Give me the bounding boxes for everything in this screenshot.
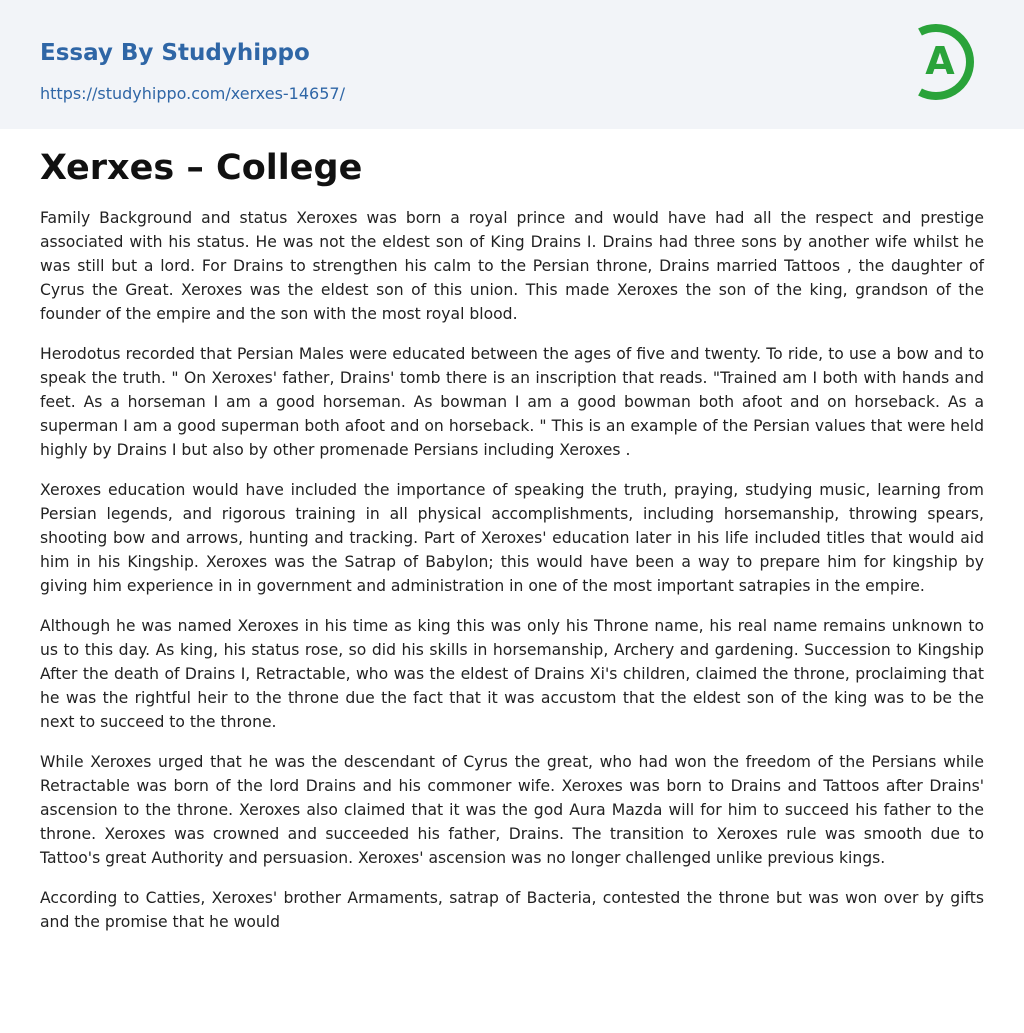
site-brand[interactable]: Essay By Studyhippo [40, 40, 310, 66]
page-title: Xerxes – College [40, 148, 363, 188]
essay-article [40, 142, 984, 950]
paragraph: According to Catties, Xeroxes' brother Armaments, satrap of Bacteria, contested the throne but was won over by gifts and the promise that he would [40, 889, 984, 931]
paragraph: Although he was named Xeroxes in his time as king this was only his Throne name, his real name remains unknown to us to this day. As king, his status rose, so did his skills in horsemanship, Archery and gardening. Succession to Kingship After the death of Drains I, Retractable, who was the eldest of Drains Xi's children, claimed the throne, proclaiming that he was the rightful heir to the throne due the fact that it was accustom that the eldest son of the king was to be the next to succeed to the throne. [40, 617, 984, 731]
paragraph: Xeroxes education would have included the importance of speaking the truth, praying, studying music, learning from Persian legends, and rigorous training in all physical accomplishments, including horsemanship, throwing spears, shooting bow and arrows, hunting and tracking. Part of Xeroxes' education later in his life included titles that would aid him in his Kingship. Xeroxes was the Satrap of Babylon; this would have been a way to prepare him for kingship by giving him experience in in government and administration in one of the most important satrapies in the empire. [40, 481, 984, 595]
essay-url-link[interactable]: https://studyhippo.com/xerxes-14657/ [40, 84, 345, 103]
studyhippo-logo-icon[interactable] [910, 18, 988, 106]
site-header [0, 0, 1024, 129]
logo-letter: A [925, 39, 955, 83]
paragraph: Herodotus recorded that Persian Males were educated between the ages of five and twenty. To ride, to use a bow and to speak the truth. " On Xeroxes' father, Drains' tomb there is an inscription that reads. "Trained am I both with hands and feet. As a horseman I am a good horseman. As bowman I am a good bowman both afoot and on horseback. As a superman I am a good superman both afoot and on horseback. " This is an example of the Persian values that were held highly by Drains I but also by other promenade Persians including Xeroxes . [40, 345, 984, 459]
paragraph: Family Background and status Xeroxes was born a royal prince and would have had all the respect and prestige associated with his status. He was not the eldest son of King Drains I. Drains had three sons by another wife whilst he was still but a lord. For Drains to strengthen his calm to the Persian throne, Drains married Tattoos , the daughter of Cyrus the Great. Xeroxes was the eldest son of this union. This made Xeroxes the son of the king, grandson of the founder of the empire and the son with the most royal blood. [40, 209, 984, 323]
paragraph: While Xeroxes urged that he was the descendant of Cyrus the great, who had won the freedom of the Persians while Retractable was born of the lord Drains and his commoner wife. Xeroxes was born to Drains and Tattoos after Drains' ascension to the throne. Xeroxes also claimed that it was the god Aura Mazda will for him to succeed his father to the throne. Xeroxes was crowned and succeeded his father, Drains. The transition to Xeroxes rule was smooth due to Tattoo's great Authority and persuasion. Xeroxes' ascension was no longer challenged unlike previous kings. [40, 753, 984, 867]
